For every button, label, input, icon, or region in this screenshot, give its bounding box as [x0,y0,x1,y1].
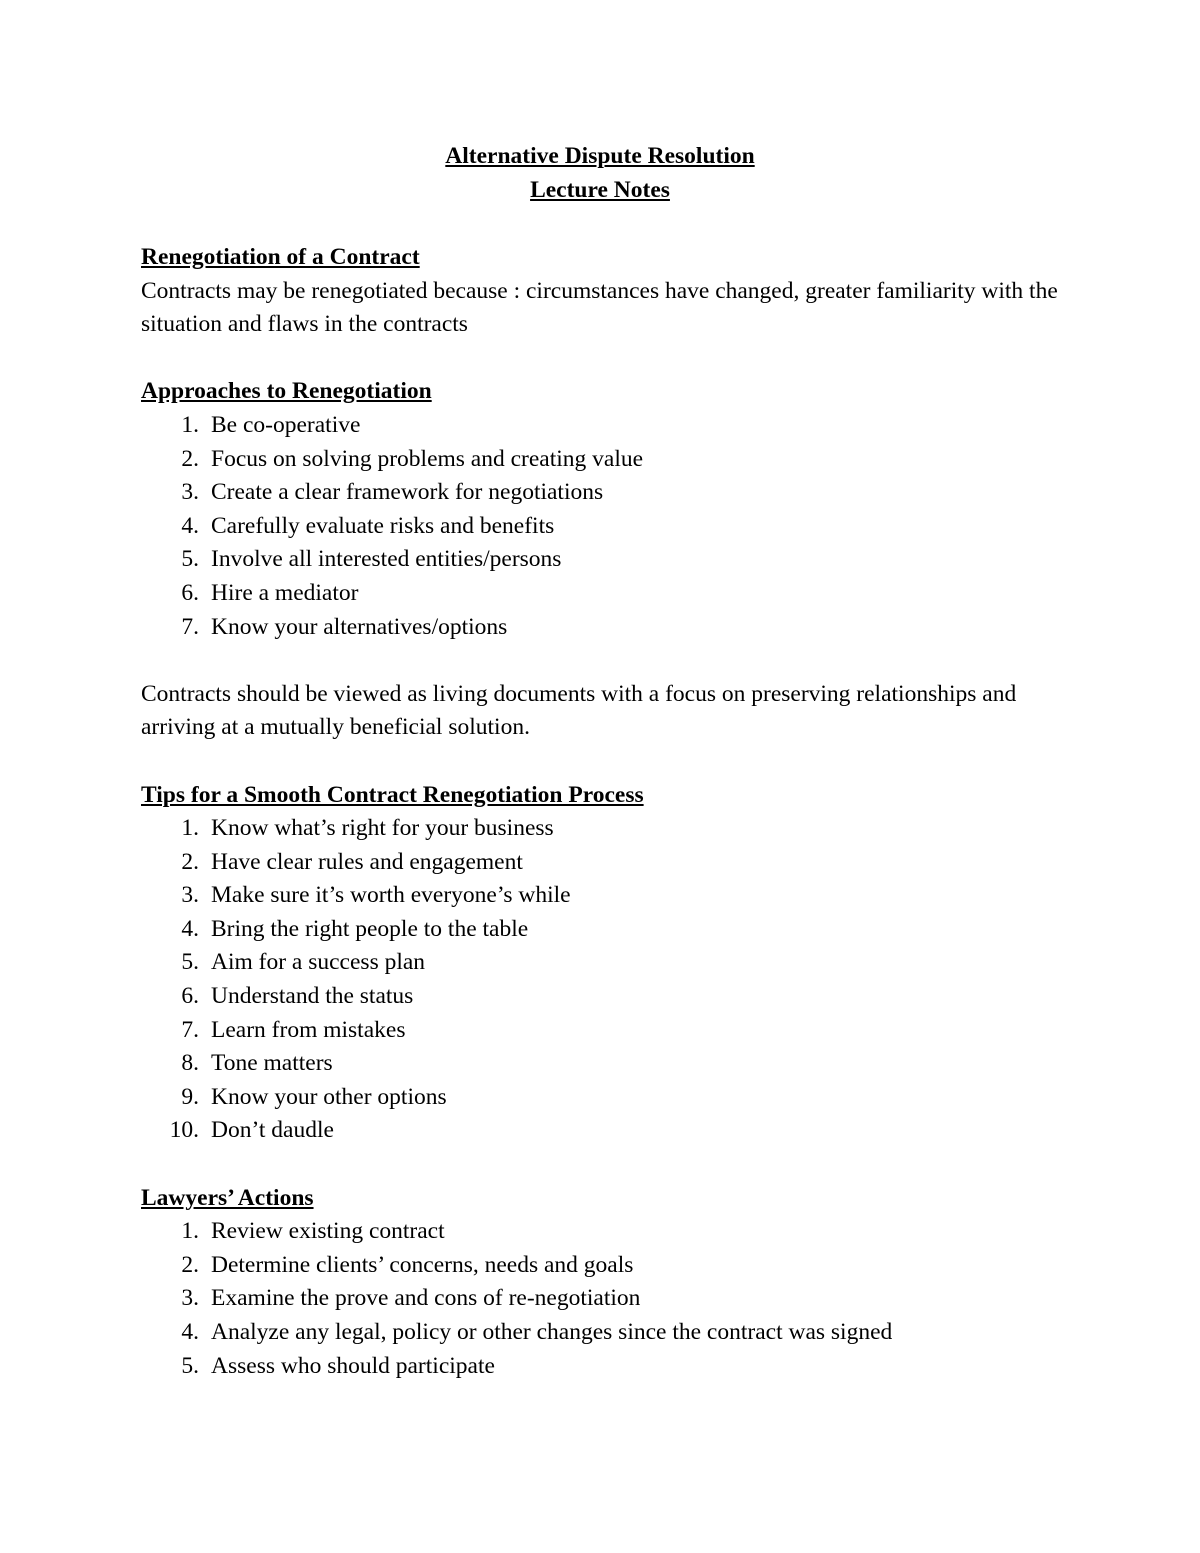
list-number: 8. [181,1050,199,1077]
list-item [141,443,1061,477]
list-number: 3. [181,1285,199,1312]
list-item-text: Have clear rules and engagement [211,848,523,875]
list-item [141,1249,1061,1283]
list-item-text: Aim for a success plan [211,949,426,976]
list-number: 2. [181,1251,199,1278]
section-tips [141,779,1061,1149]
list-item [141,1316,1061,1350]
list-number: 6. [181,983,199,1010]
list-item [141,409,1061,443]
list-item-text: Examine the prove and cons of re-negotiation [211,1285,641,1312]
section-heading: Lawyers’ Actions [141,1184,314,1211]
list-item [141,812,1061,846]
list-number: 4. [181,915,199,942]
document-title: Alternative Dispute Resolution [445,143,755,169]
list-number: 2. [181,445,199,472]
spacer [141,1148,1061,1182]
list-item-text: Tone matters [211,1050,333,1077]
list-item-text: Don’t daudle [211,1117,334,1144]
section-renegotiation [141,241,1061,342]
list-number: 5. [181,1352,199,1379]
list-item-text: Know your other options [211,1083,447,1110]
list-item [141,577,1061,611]
list-item-text: Learn from mistakes [211,1016,406,1043]
list-item-text: Focus on solving problems and creating value [211,445,644,472]
list-item [141,946,1061,980]
numbered-list [141,409,1061,644]
list-item-text: Be co-operative [211,411,361,438]
spacer [141,745,1061,779]
list-item-text: Create a clear framework for negotiations [211,479,604,506]
numbered-list [141,1215,1061,1383]
list-item [141,543,1061,577]
section-heading: Tips for a Smooth Contract Renegotiation Process [141,781,644,808]
list-item-text: Hire a mediator [211,579,359,606]
list-item [141,846,1061,880]
numbered-list [141,812,1061,1148]
list-item [141,1215,1061,1249]
list-number: 4. [181,1319,199,1345]
section-paragraph: Contracts may be renegotiated because : circumstances have changed, greater familiarity with the situation and flaws in the contracts [141,277,1058,338]
list-number: 5. [181,949,199,976]
document-subtitle: Lecture Notes [530,176,670,203]
section-heading: Renegotiation of a Contract [141,244,420,270]
list-number: 4. [181,512,199,539]
list-item [141,1350,1061,1384]
document-body [141,241,1061,1383]
list-item-text: Determine clients’ concerns, needs and goals [211,1251,634,1278]
section-lawyers-actions [141,1182,1061,1384]
list-number: 1. [181,1218,199,1245]
list-item-text: Make sure it’s worth everyone’s while [211,882,571,909]
list-item-text: Involve all interested entities/persons [211,546,562,573]
list-item [141,913,1061,947]
list-number: 7. [181,613,199,640]
list-item-text: Bring the right people to the table [211,915,529,942]
list-item-text: Know what’s right for your business [211,815,554,842]
list-item-text: Review existing contract [211,1218,445,1245]
section-heading: Approaches to Renegotiation [141,378,432,405]
list-number: 9. [181,1083,199,1110]
list-item [141,1081,1061,1115]
section-approaches [141,375,1061,745]
list-item [141,1014,1061,1048]
section-closing-paragraph: Contracts should be viewed as living documents with a focus on preserving relationships and arriving at a mutually beneficial solution. [141,680,1017,741]
list-number: 2. [181,848,199,875]
list-item-text: Know your alternatives/options [211,613,508,640]
list-number: 10. [169,1117,199,1144]
list-item [141,1114,1061,1148]
list-number: 6. [181,579,199,606]
list-item-text: Carefully evaluate risks and benefits [211,512,555,539]
spacer [141,342,1061,376]
list-number: 1. [181,815,199,842]
list-item [141,980,1061,1014]
list-item-text: Assess who should participate [211,1352,495,1379]
list-item [141,1047,1061,1081]
spacer [141,644,1061,678]
list-item [141,1282,1061,1316]
list-item-text: Analyze any legal, policy or other changes since the contract was signed [211,1319,893,1345]
title-block [0,140,1200,207]
list-number: 3. [181,882,199,909]
list-number: 7. [181,1016,199,1043]
list-number: 1. [181,411,199,438]
list-item [141,611,1061,645]
list-item-text: Understand the status [211,983,414,1010]
list-number: 3. [181,479,199,506]
list-item [141,879,1061,913]
list-item [141,510,1061,544]
list-number: 5. [181,546,199,573]
list-item [141,476,1061,510]
